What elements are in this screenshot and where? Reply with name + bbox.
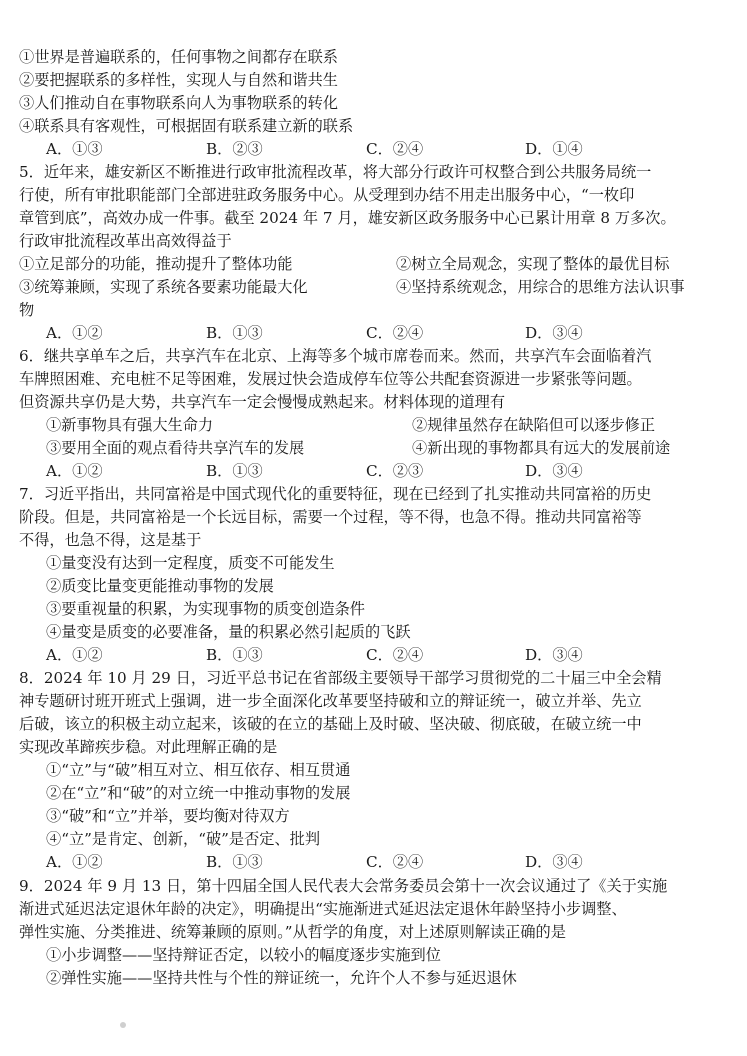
q7-option-b: B．①③ bbox=[206, 646, 263, 664]
q5-statement-4-cont: 物 bbox=[19, 301, 35, 319]
q6-statement-2: ②规律虽然存在缺陷但可以逐步修正 bbox=[412, 416, 655, 434]
q4-option-d: D．①④ bbox=[525, 140, 583, 158]
q4-statement-1: ①世界是普遍联系的，任何事物之间都存在联系 bbox=[19, 48, 338, 66]
q6-option-d: D．③④ bbox=[525, 462, 583, 480]
q4-statement-3: ③人们推动自在事物联系向人为事物联系的转化 bbox=[19, 94, 338, 112]
q8-stem-line-3: 后破，该立的积极主动立起来，该破的在立的基础上及时破、坚决破、彻底破，在破立统一中 bbox=[19, 715, 642, 733]
q6-stem-line-3: 但资源共享仍是大势，共享汽车一定会慢慢成熟起来。材料体现的道理有 bbox=[19, 393, 505, 411]
q8-statement-2: ②在“立”和“破”的对立统一中推动事物的发展 bbox=[46, 784, 351, 802]
q9-statement-1: ①小步调整——坚持辩证否定，以较小的幅度逐步实施到位 bbox=[46, 946, 441, 964]
q9-stem-line-3: 弹性实施、分类推进、统筹兼顾的原则。”从哲学的角度，对上述原则解读正确的是 bbox=[19, 923, 566, 941]
q8-statement-3: ③“破”和“立”并举，要均衡对待双方 bbox=[46, 807, 290, 825]
q5-stem-line-2: 行使，所有审批职能部门全部进驻政务服务中心。从受理到办结不用走出服务中心，“一枚印 bbox=[19, 186, 635, 204]
q6-statement-4: ④新出现的事物都具有远大的发展前途 bbox=[412, 439, 671, 457]
q8-stem-line-2: 神专题研讨班开班式上强调，进一步全面深化改革要坚持破和立的辩证统一，破立并举、先立 bbox=[19, 692, 642, 710]
q5-option-c: C．②④ bbox=[366, 324, 424, 342]
q5-statement-3: ③统筹兼顾，实现了系统各要素功能最大化 bbox=[19, 278, 308, 296]
q6-option-b: B．①③ bbox=[206, 462, 263, 480]
q4-statement-2: ②要把握联系的多样性，实现人与自然和谐共生 bbox=[19, 71, 338, 89]
q6-stem-line-1: 6．继共享单车之后，共享汽车在北京、上海等多个城市席卷而来。然而，共享汽车会面临着汽 bbox=[19, 347, 652, 365]
q7-option-a: A．①② bbox=[46, 646, 103, 664]
q7-statement-1: ①量变没有达到一定程度，质变不可能发生 bbox=[46, 554, 335, 572]
q8-option-d: D．③④ bbox=[525, 853, 583, 871]
q6-statement-1: ①新事物具有强大生命力 bbox=[46, 416, 214, 434]
q7-statement-4: ④量变是质变的必要准备，量的积累必然引起质的飞跃 bbox=[46, 623, 411, 641]
q4-option-c: C．②④ bbox=[366, 140, 424, 158]
q8-statement-4: ④“立”是肯定、创新，“破”是否定、批判 bbox=[46, 830, 321, 848]
q6-option-a: A．①② bbox=[46, 462, 103, 480]
q9-statement-2: ②弹性实施——坚持共性与个性的辩证统一，允许个人不参与延迟退休 bbox=[46, 969, 517, 987]
q5-statement-1: ①立足部分的功能，推动提升了整体功能 bbox=[19, 255, 293, 273]
q8-option-b: B．①③ bbox=[206, 853, 263, 871]
q8-stem-line-1: 8．2024 年 10 月 29 日，习近平总书记在省部级主要领导干部学习贯彻党的二十届三中全会精 bbox=[19, 669, 662, 687]
q5-option-a: A．①② bbox=[46, 324, 103, 342]
q5-stem-line-4: 行政审批流程改革出高效得益于 bbox=[19, 232, 232, 250]
q8-stem-line-4: 实现改革蹄疾步稳。对此理解正确的是 bbox=[19, 738, 278, 756]
q5-stem-line-1: 5．近年来，雄安新区不断推进行政审批流程改革，将大部分行政许可权整合到公共服务局统一 bbox=[19, 163, 652, 181]
q5-statement-4: ④坚持系统观念，用综合的思维方法认识事 bbox=[396, 278, 685, 296]
q5-option-d: D．③④ bbox=[525, 324, 583, 342]
q8-statement-1: ①“立”与“破”相互对立、相互依存、相互贯通 bbox=[46, 761, 351, 779]
q6-option-c: C．②③ bbox=[366, 462, 424, 480]
q5-statement-2: ②树立全局观念，实现了整体的最优目标 bbox=[396, 255, 670, 273]
q7-stem-line-2: 阶段。但是，共同富裕是一个长远目标，需要一个过程，等不得，也急不得。推动共同富裕等 bbox=[19, 508, 642, 526]
q7-statement-2: ②质变比量变更能推动事物的发展 bbox=[46, 577, 274, 595]
q9-stem-line-1: 9．2024 年 9 月 13 日，第十四届全国人民代表大会常务委员会第十一次会议通过了《关于实施 bbox=[19, 877, 668, 895]
q5-stem-line-3: 章管到底”，高效办成一件事。截至 2024 年 7 月，雄安新区政务服务中心已累计用章 8 万多次。 bbox=[19, 209, 676, 227]
q8-option-a: A．①② bbox=[46, 853, 103, 871]
q4-option-b: B．②③ bbox=[206, 140, 263, 158]
q4-option-a: A．①③ bbox=[46, 140, 103, 158]
q7-option-c: C．②④ bbox=[366, 646, 424, 664]
q7-stem-line-1: 7．习近平指出，共同富裕是中国式现代化的重要特征，现在已经到了扎实推动共同富裕的历史 bbox=[19, 485, 652, 503]
q9-stem-line-2: 渐进式延迟法定退休年龄的决定》，明确提出“实施渐进式延迟法定退休年龄坚持小步调整、 bbox=[19, 900, 627, 918]
scan-speck bbox=[120, 1022, 126, 1028]
q7-option-d: D．③④ bbox=[525, 646, 583, 664]
q6-stem-line-2: 车牌照困难、充电桩不足等困难，发展过快会造成停车位等公共配套资源进一步紧张等问题。 bbox=[19, 370, 642, 388]
q6-statement-3: ③要用全面的观点看待共享汽车的发展 bbox=[46, 439, 305, 457]
q5-option-b: B．①③ bbox=[206, 324, 263, 342]
q7-statement-3: ③要重视量的积累，为实现事物的质变创造条件 bbox=[46, 600, 365, 618]
q4-statement-4: ④联系具有客观性，可根据固有联系建立新的联系 bbox=[19, 117, 354, 135]
q7-stem-line-3: 不得，也急不得，这是基于 bbox=[19, 531, 202, 549]
q8-option-c: C．②④ bbox=[366, 853, 424, 871]
